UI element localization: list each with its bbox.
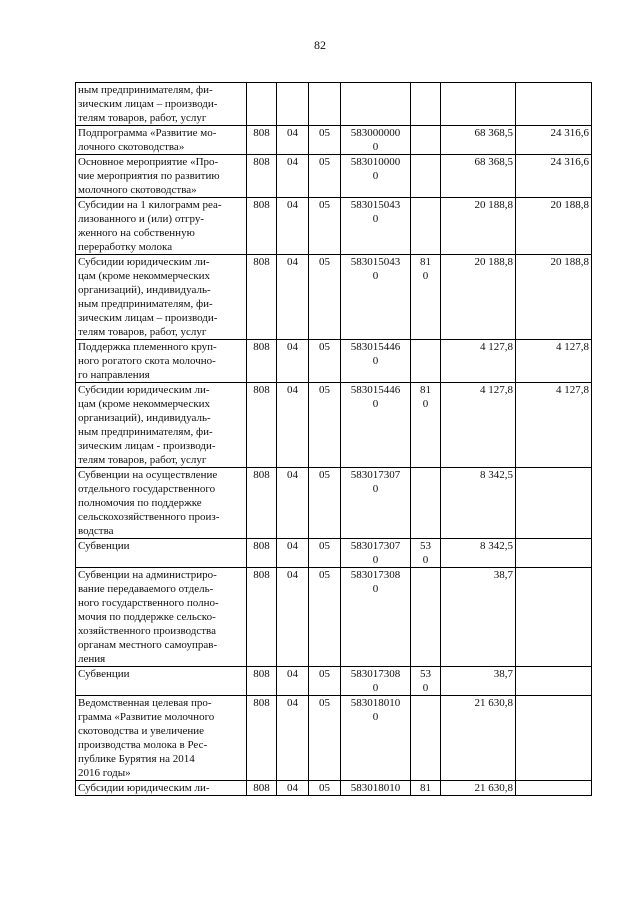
cell-ministry-code: 808 bbox=[247, 468, 277, 539]
cell-amount-2: 24 316,6 bbox=[516, 155, 592, 198]
cell-amount-1: 4 127,8 bbox=[441, 383, 516, 468]
cell-subsection: 05 bbox=[309, 155, 341, 198]
cell-target-article: 583015043 0 bbox=[341, 198, 411, 255]
cell-amount-2: 4 127,8 bbox=[516, 340, 592, 383]
table-row bbox=[76, 340, 592, 383]
table-row bbox=[76, 155, 592, 198]
cell-name: Субвенции на администриро- вание передаваемого отдель- ного государственного полно- мочия по поддержке сельско- хозяйственного производства органам местного самоуправ- ления bbox=[76, 568, 247, 667]
cell-subsection: 05 bbox=[309, 255, 341, 340]
cell-expense-type bbox=[411, 126, 441, 155]
cell-target-article: 583010000 0 bbox=[341, 155, 411, 198]
cell-target-article: 583015446 0 bbox=[341, 340, 411, 383]
cell-expense-type bbox=[411, 83, 441, 126]
cell-subsection: 05 bbox=[309, 383, 341, 468]
page-number: 82 bbox=[314, 38, 326, 52]
cell-section: 04 bbox=[277, 781, 309, 796]
cell-subsection: 05 bbox=[309, 468, 341, 539]
table-row bbox=[76, 126, 592, 155]
cell-ministry-code: 808 bbox=[247, 383, 277, 468]
cell-expense-type bbox=[411, 340, 441, 383]
table-row bbox=[76, 539, 592, 568]
cell-expense-type: 81 0 bbox=[411, 255, 441, 340]
cell-expense-type bbox=[411, 468, 441, 539]
cell-amount-2 bbox=[516, 468, 592, 539]
cell-target-article: 583018010 0 bbox=[341, 696, 411, 781]
table-row bbox=[76, 667, 592, 696]
cell-amount-1: 68 368,5 bbox=[441, 155, 516, 198]
cell-ministry-code: 808 bbox=[247, 126, 277, 155]
cell-amount-2: 4 127,8 bbox=[516, 383, 592, 468]
cell-expense-type bbox=[411, 198, 441, 255]
cell-name: Поддержка племенного круп- ного рогатого скота молочно- го направления bbox=[76, 340, 247, 383]
cell-ministry-code: 808 bbox=[247, 568, 277, 667]
cell-subsection: 05 bbox=[309, 340, 341, 383]
cell-amount-2 bbox=[516, 539, 592, 568]
cell-amount-2 bbox=[516, 667, 592, 696]
cell-section bbox=[277, 83, 309, 126]
cell-section: 04 bbox=[277, 255, 309, 340]
table-row bbox=[76, 696, 592, 781]
cell-ministry-code: 808 bbox=[247, 539, 277, 568]
table-row bbox=[76, 568, 592, 667]
cell-section: 04 bbox=[277, 340, 309, 383]
table-row bbox=[76, 383, 592, 468]
cell-expense-type: 53 0 bbox=[411, 667, 441, 696]
cell-name: Субвенции bbox=[76, 667, 247, 696]
cell-ministry-code: 808 bbox=[247, 781, 277, 796]
cell-section: 04 bbox=[277, 667, 309, 696]
cell-section: 04 bbox=[277, 198, 309, 255]
table-body bbox=[76, 83, 592, 796]
cell-ministry-code: 808 bbox=[247, 696, 277, 781]
cell-section: 04 bbox=[277, 155, 309, 198]
cell-section: 04 bbox=[277, 568, 309, 667]
cell-amount-2 bbox=[516, 781, 592, 796]
cell-ministry-code: 808 bbox=[247, 198, 277, 255]
cell-amount-2 bbox=[516, 696, 592, 781]
cell-name: Ведомственная целевая про- грамма «Развитие молочного скотоводства и увеличение производства молока в Рес- публике Бурятия на 2014 2016 годы» bbox=[76, 696, 247, 781]
cell-target-article: 583017307 0 bbox=[341, 539, 411, 568]
cell-amount-1: 21 630,8 bbox=[441, 696, 516, 781]
cell-subsection: 05 bbox=[309, 198, 341, 255]
cell-subsection: 05 bbox=[309, 126, 341, 155]
cell-name: Субвенции bbox=[76, 539, 247, 568]
cell-amount-1: 8 342,5 bbox=[441, 468, 516, 539]
cell-name: Субсидии на 1 килограмм реа- лизованного и (или) отгру- женного на собственную переработку молока bbox=[76, 198, 247, 255]
cell-expense-type: 81 bbox=[411, 781, 441, 796]
table-row bbox=[76, 255, 592, 340]
budget-table bbox=[75, 82, 592, 796]
cell-target-article: 583017307 0 bbox=[341, 468, 411, 539]
cell-target-article bbox=[341, 83, 411, 126]
cell-amount-1: 38,7 bbox=[441, 568, 516, 667]
table-row bbox=[76, 781, 592, 796]
cell-target-article: 583015446 0 bbox=[341, 383, 411, 468]
cell-subsection: 05 bbox=[309, 696, 341, 781]
cell-target-article: 583017308 0 bbox=[341, 568, 411, 667]
cell-subsection bbox=[309, 83, 341, 126]
cell-amount-1: 68 368,5 bbox=[441, 126, 516, 155]
cell-ministry-code: 808 bbox=[247, 340, 277, 383]
table-row bbox=[76, 83, 592, 126]
cell-name: Субсидии юридическим ли- bbox=[76, 781, 247, 796]
cell-ministry-code: 808 bbox=[247, 155, 277, 198]
cell-amount-1: 21 630,8 bbox=[441, 781, 516, 796]
cell-subsection: 05 bbox=[309, 781, 341, 796]
cell-expense-type: 53 0 bbox=[411, 539, 441, 568]
cell-subsection: 05 bbox=[309, 568, 341, 667]
table-row bbox=[76, 468, 592, 539]
cell-amount-2 bbox=[516, 83, 592, 126]
cell-amount-1: 38,7 bbox=[441, 667, 516, 696]
cell-amount-1: 8 342,5 bbox=[441, 539, 516, 568]
cell-amount-1: 20 188,8 bbox=[441, 198, 516, 255]
cell-section: 04 bbox=[277, 696, 309, 781]
cell-name: ным предпринимателям, фи- зическим лицам – производи- телям товаров, работ, услуг bbox=[76, 83, 247, 126]
cell-target-article: 583015043 0 bbox=[341, 255, 411, 340]
cell-amount-2: 20 188,8 bbox=[516, 255, 592, 340]
cell-ministry-code: 808 bbox=[247, 255, 277, 340]
cell-expense-type: 81 0 bbox=[411, 383, 441, 468]
cell-name: Основное мероприятие «Про- чие мероприятия по развитию молочного скотоводства» bbox=[76, 155, 247, 198]
cell-target-article: 583000000 0 bbox=[341, 126, 411, 155]
cell-target-article: 583018010 bbox=[341, 781, 411, 796]
cell-expense-type bbox=[411, 155, 441, 198]
cell-expense-type bbox=[411, 696, 441, 781]
cell-name: Субсидии юридическим ли- цам (кроме некоммерческих организаций), индивидуаль- ным предпринимателям, фи- зическим лицам – производи- телям товаров, работ, услуг bbox=[76, 255, 247, 340]
cell-section: 04 bbox=[277, 126, 309, 155]
cell-ministry-code: 808 bbox=[247, 667, 277, 696]
cell-expense-type bbox=[411, 568, 441, 667]
cell-amount-1: 4 127,8 bbox=[441, 340, 516, 383]
cell-section: 04 bbox=[277, 539, 309, 568]
cell-name: Подпрограмма «Развитие мо- лочного скотоводства» bbox=[76, 126, 247, 155]
cell-amount-1: 20 188,8 bbox=[441, 255, 516, 340]
cell-amount-2 bbox=[516, 568, 592, 667]
cell-subsection: 05 bbox=[309, 667, 341, 696]
cell-name: Субсидии юридическим ли- цам (кроме некоммерческих организаций), индивидуаль- ным предпринимателям, фи- зическим лицам - производи- телям товаров, работ, услуг bbox=[76, 383, 247, 468]
cell-section: 04 bbox=[277, 468, 309, 539]
cell-ministry-code bbox=[247, 83, 277, 126]
cell-name: Субвенции на осуществление отдельного государственного полномочия по поддержке сельскохозяйственного произ- водства bbox=[76, 468, 247, 539]
cell-amount-2: 20 188,8 bbox=[516, 198, 592, 255]
cell-amount-1 bbox=[441, 83, 516, 126]
cell-amount-2: 24 316,6 bbox=[516, 126, 592, 155]
cell-section: 04 bbox=[277, 383, 309, 468]
cell-subsection: 05 bbox=[309, 539, 341, 568]
cell-target-article: 583017308 0 bbox=[341, 667, 411, 696]
table-row bbox=[76, 198, 592, 255]
